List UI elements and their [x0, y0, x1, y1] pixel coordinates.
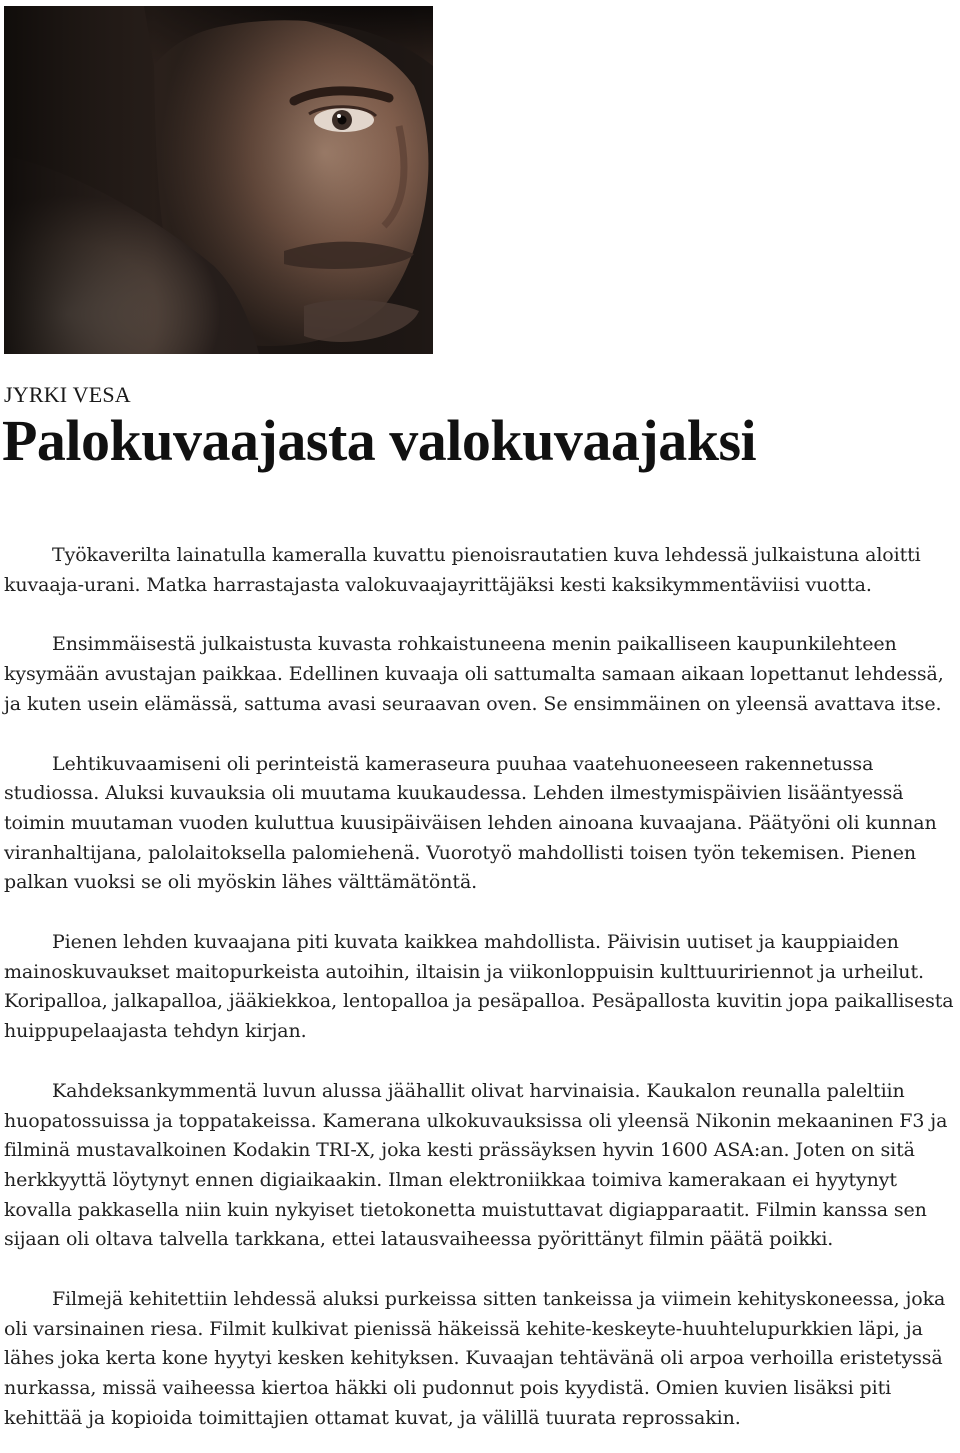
- paragraph-4: Pienen lehden kuvaajana piti kuvata kaikkea mahdollista. Päivisin uutiset ja kauppiaiden mainoskuvaukset maitopurkeista autoihin, iltaisin ja viikonloppuisin kulttuuririennot ja urheilut. Koripalloa, jalkapalloa, jääkiekkoa, lentopalloa ja pesäpalloa. Pesäpallosta kuvitin jopa paikallisesta huippupelaajasta tehdyn kirjan.: [4, 931, 954, 1043]
- article-title: Palokuvaajasta valokuvaajaksi: [2, 408, 757, 473]
- article-body: [4, 541, 954, 1434]
- paragraph-1: Työkaverilta lainatulla kameralla kuvattu pienoisrautatien kuva lehdessä julkaistuna aloitti kuvaaja-urani. Matka harrastajasta valokuvaajayrittäjäksi kesti kaksikymmentäviisi vuotta.: [4, 544, 921, 596]
- author-name: JYRKI VESA: [4, 382, 131, 407]
- author-portrait-photo: [4, 6, 433, 354]
- paragraph-3: Lehtikuvaamiseni oli perinteistä kameraseura puuhaa vaatehuoneeseen rakennetussa studiossa. Aluksi kuvauksia oli muutama kuukaudessa. Lehden ilmestymispäivien lisääntyessä toimin muutaman vuoden kuluttua kuusipäiväisen lehden ainoana kuvaajana. Päätyöni oli kunnan viranhaltijana, palolaitoksella palomiehenä. Vuorotyö mahdollisti toisen työn tekemisen. Pienen palkan vuoksi se oli myöskin lähes välttämätöntä.: [4, 752, 937, 894]
- paragraph-2: Ensimmäisestä julkaistusta kuvasta rohkaistuneena menin paikalliseen kaupunkilehteen kysymään avustajan paikkaa. Edellinen kuvaaja oli sattumalta samaan aikaan lopettanut lehdessä, ja kuten usein elämässä, sattuma avasi seuraavan oven. Se ensimmäinen on yleensä avattava itse.: [4, 633, 944, 715]
- portrait-image: [4, 6, 433, 354]
- paragraph-6: Filmejä kehitettiin lehdessä aluksi purkeissa sitten tankeissa ja viimein kehityskoneessa, joka oli varsinainen riesa. Filmit kulkivat pienissä häkeissä kehite-keskeyte-huuhtelupurkkien läpi, ja lähes joka kerta kone hyytyi kesken kehityksen. Kuvaajan tehtävänä oli arpoa verhoilla eristetyssä nurkassa, missä vaiheessa kiertoa häkki oli pudonnut pois kyydistä. Omien kuvien lisäksi piti kehittää ja kopioida toimittajien ottamat kuvat, ja välillä tuurata reprossakin.: [4, 1288, 946, 1429]
- paragraph-5: Kahdeksankymmentä luvun alussa jäähallit olivat harvinaisia. Kaukalon reunalla paleltiin huopatossuissa ja toppatakeissa. Kamerana ulkokuvauksissa oli yleensä Nikonin mekaaninen F3 ja filminä mustavalkoinen Kodakin TRI-X, joka kesti prässäyksen hyvin 1600 ASA:an. Joten on sitä herkkyyttä löytynyt ennen digiaikaakin. Ilman elektroniikkaa toimiva kamerakaan ei hyytynyt kovalla pakkasella niin kuin nykyiset tietokonetta muistuttavat digiapparaatit. Filmin kanssa sen sijaan oli oltava talvella tarkkana, ettei latausvaiheessa pyörittänyt filmin päätä poikki.: [4, 1079, 948, 1251]
